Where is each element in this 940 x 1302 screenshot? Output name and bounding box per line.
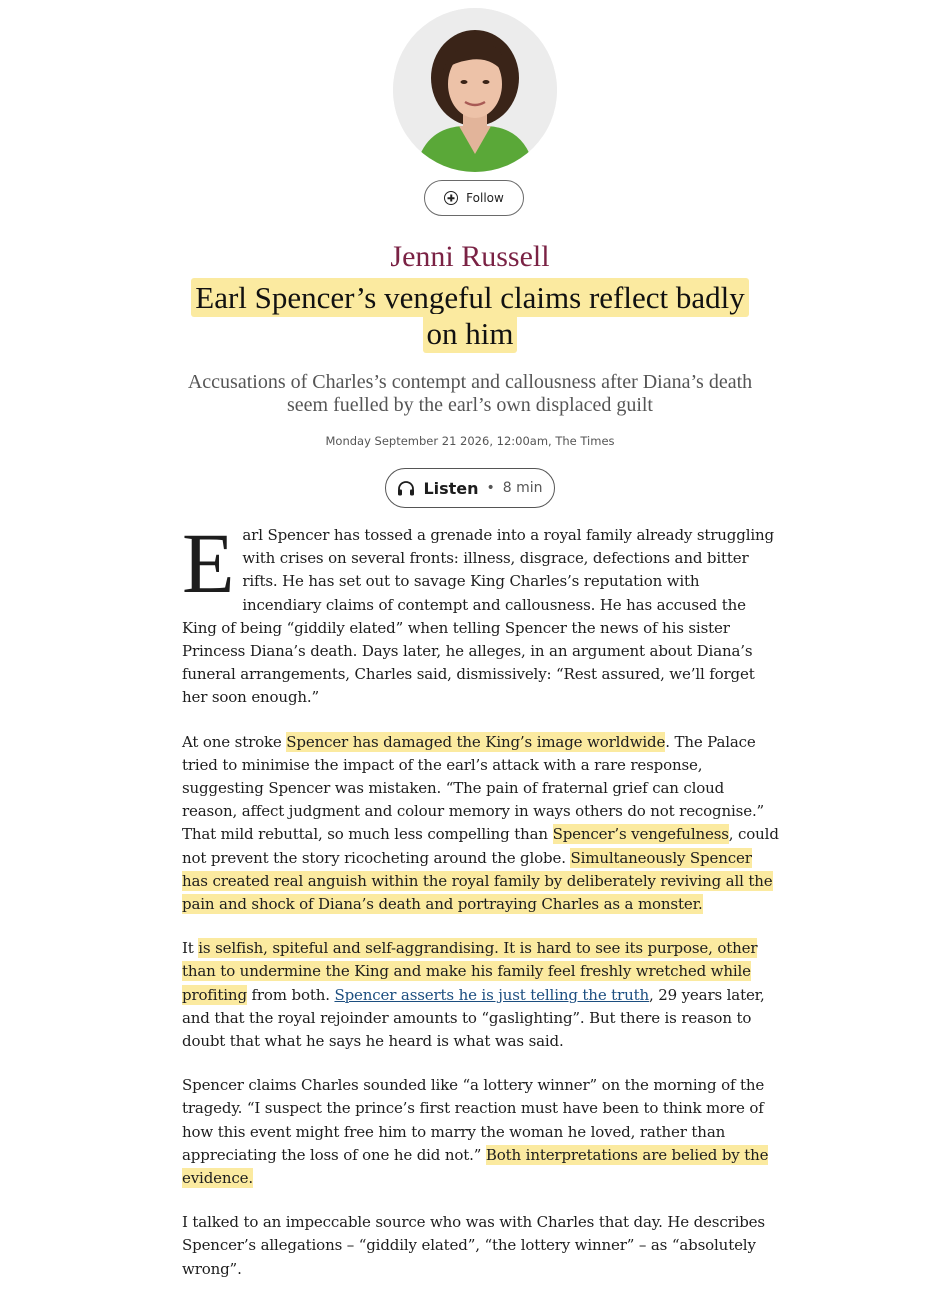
follow-label: Follow xyxy=(466,191,504,205)
paragraph-2-text-c: , could not prevent the story ricocheting around the globe. xyxy=(182,825,779,867)
plus-circle-icon xyxy=(444,191,458,205)
paragraph-3-text-a: It xyxy=(182,939,199,958)
highlight-belied: Both interpretations are belied by the evidence. xyxy=(182,1145,769,1188)
headline-line-2: on him xyxy=(426,316,514,351)
highlight-vengefulness: Spencer’s vengefulness xyxy=(552,825,729,844)
paragraph-4-text: Spencer claims Charles sounded like “a lottery winner” on the morning of the tragedy. “I suspect the prince’s first reaction must have been to think more of how this event might free him to marry the woman he loved, rather than appreciating the loss of one he did not.” xyxy=(182,1076,765,1164)
paragraph-4 xyxy=(182,1074,782,1190)
headline-line-1: Earl Spencer’s vengeful claims reflect badly xyxy=(195,280,745,315)
article-body xyxy=(182,515,782,1302)
author-portrait-icon xyxy=(393,8,557,172)
author-avatar xyxy=(393,8,557,172)
headline-highlight xyxy=(191,278,748,353)
author-name[interactable]: Jenni Russell xyxy=(390,240,550,273)
highlight-anguish: Simultaneously Spencer has created real anguish within the royal family by deliberately reviving all the pain and shock of Diana’s death and portraying Charles as a monster. xyxy=(182,848,773,914)
paragraph-2-text-a: At one stroke xyxy=(182,732,287,751)
paragraph-1-text: arl Spencer has tossed a grenade into a royal family already struggling with crises on several fronts: illness, disgrace, defections and bitter rifts. He has set out to savage King Charles’s reputation with incendiary claims of contempt and callousness. He has accused the King of being “giddily elated” when telling Spencer the news of his sister Princess Diana’s death. Days later, he alleges, in an argument about Diana’s funeral arrangements, Charles said, dismissively: “Rest assured, we’ll forget her soon enough.” xyxy=(182,526,774,707)
paragraph-2-text-b: . The Palace tried to minimise the impact of the earl’s attack with a rare response, suggesting Spencer was mistaken. “The pain of fraternal grief can cloud reason, affect judgment and colour memory in ways others do not recognise.” That mild rebuttal, so much less compelling than xyxy=(182,732,765,844)
highlight-selfish: is selfish, spiteful and self-aggrandising. It is hard to see its purpose, other than to undermine the King and make his family feel freshly wretched while profiting xyxy=(182,939,758,1004)
listen-button[interactable] xyxy=(385,468,555,508)
paragraph-1 xyxy=(182,515,782,710)
headline xyxy=(150,280,790,352)
highlight-damaged-image: Spencer has damaged the King’s image worldwide xyxy=(286,732,666,751)
paragraph-3-text-c: , 29 years later, and that the royal rejoinder amounts to “gaslighting”. But there is reason to doubt that what he says he heard is what was said. xyxy=(182,985,765,1051)
headphones-icon xyxy=(397,480,415,496)
paragraph-5: I talked to an impeccable source who was with Charles that day. He describes Spencer’s allegations – “giddily elated”, “the lottery winner” – as “absolutely wrong”. xyxy=(182,1213,765,1278)
paragraph-3-text-b: from both. xyxy=(246,985,335,1004)
paragraph-2 xyxy=(182,731,782,917)
follow-button[interactable] xyxy=(424,180,524,216)
subheading: Accusations of Charles’s contempt and callousness after Diana’s death seem fuelled by the earl’s own displaced guilt xyxy=(187,371,753,416)
listen-duration: 8 min xyxy=(502,480,543,496)
paragraph-3 xyxy=(182,937,782,1053)
truth-article-link[interactable]: Spencer asserts he is just telling the truth xyxy=(334,985,649,1004)
listen-label: Listen xyxy=(423,478,479,498)
listen-separator: • xyxy=(486,480,495,496)
drop-cap: E xyxy=(182,515,235,611)
dateline: Monday September 21 2026, 12:00am, The Times xyxy=(325,434,615,448)
